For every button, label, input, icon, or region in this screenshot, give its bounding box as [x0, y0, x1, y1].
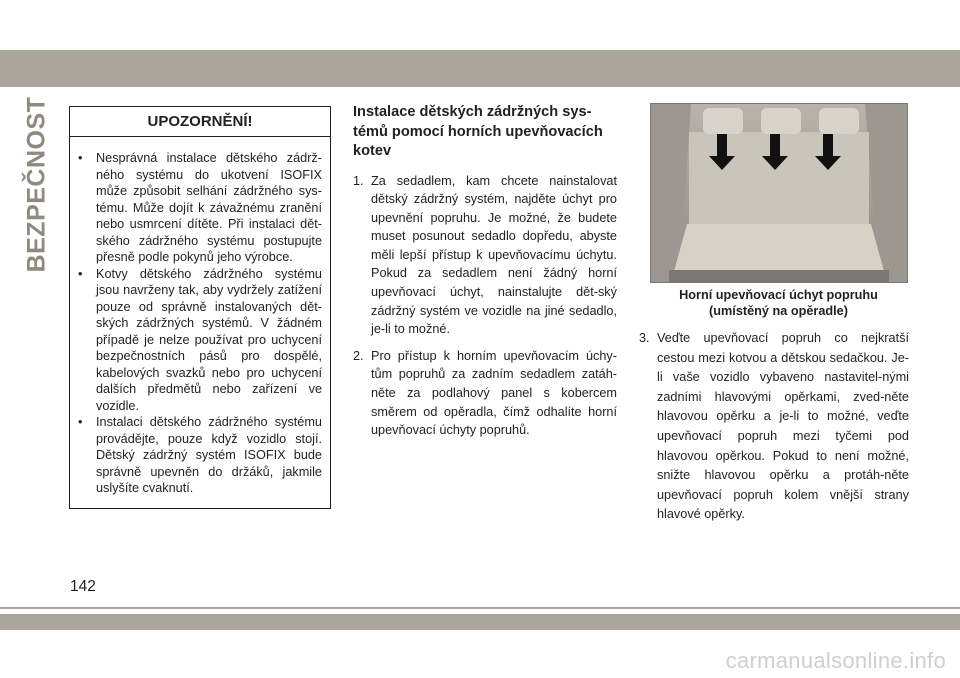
step-text: Pro přístup k horním upevňovacím úchy-tům popruhů za zadním sedadlem zatáh-něte za podlahový panel s kobercem směrem od opěradla, čímž odhalíte horní upevňovací úchyty popruhů.: [371, 348, 617, 438]
step-number: 2.: [353, 348, 364, 363]
warning-item: • Kotvy dětského zádržného systému jsou navrženy tak, aby vydržely zatížení pouze od správně instalovaných dět-ských zádržných systémů. V žádném případě je nelze používat pro uchycení bezpečnostních pásů pro dospělé, kabelových svazků nebo pro uchycení dalších předmětů nebo zařízení ve vozidle.: [78, 266, 322, 415]
step-number: 3.: [639, 331, 650, 345]
figure-caption: [639, 287, 909, 319]
headrest: [819, 108, 859, 134]
section-side-tab: [22, 96, 52, 272]
figure-caption-line: (umístěný na opěradle): [709, 304, 848, 318]
warning-item: • Nesprávná instalace dětského zádrž-ného systému do ukotvení ISOFIX může způsobit selhání zádržného sys-tému. Může dojít k závažnému zranění nebo usmrcení dítěte. Při instalaci dět-ského zádržného systému postupujte přesně podle pokynů jeho výrobce.: [78, 150, 322, 266]
side-tab-label: BEZPEČNOST: [22, 96, 51, 272]
figure-caption-line: Horní upevňovací úchyt popruhu: [679, 288, 878, 302]
bumper: [669, 270, 889, 282]
warning-list: [70, 137, 330, 497]
steps-list: [353, 172, 617, 440]
middle-column: [353, 103, 617, 448]
step-item: [639, 329, 909, 525]
section-title: Instalace dětských zádržných sys-témů pomocí horních upevňovacích kotev: [353, 104, 603, 159]
warning-title: UPOZORNĚNÍ!: [70, 107, 330, 137]
step-text: Za sedadlem, kam chcete nainstalovat dětský zádržný systém, najděte úchyt pro upevnění popruhu. Je možné, že budete muset posunout sedadlo dopředu, abyste měli lepší přístup k upevňovacímu úchytu. Pokud za sedadlem není žádný horní upevňovací úchyt, nainstalujte dět-ský zádržný systém ve vozidle na jiné sedadlo, je-li to možné.: [371, 173, 617, 337]
step-item: [353, 347, 617, 440]
page-number: 142: [70, 578, 96, 595]
header-band: [0, 50, 960, 87]
steps-list: [639, 329, 909, 525]
footer-band: [0, 614, 960, 630]
watermark: carmanualsonline.info: [725, 648, 946, 673]
step-text: Veďte upevňovací popruh co nejkratší cestou mezi kotvou a dětskou sedačkou. Je-li vaše vozidlo vybaveno nastavitel-nými zadními hlavovými opěrkami, zved-něte hlavovou opěrku a je-li to možné, veďte upevňovací popruh mezi tyčemi pod hlavovou opěrkou. Pokud to není možné, snižte hlavovou opěrku a protáh-něte upevňovací popruh kolem vnější strany hlavové opěrky.: [657, 331, 909, 522]
headrest: [703, 108, 743, 134]
step-number: 1.: [353, 173, 364, 188]
headrest: [761, 108, 801, 134]
right-column: [639, 103, 909, 533]
step-item: [353, 172, 617, 339]
warning-item: • Instalaci dětského zádržného systému provádějte, pouze když vozidlo stojí. Dětský zádržný systém ISOFIX bude správně upevněn do držáků, jakmile uslyšíte cvaknutí.: [78, 414, 322, 497]
cargo-area-photo: [650, 103, 908, 283]
footer-rule: [0, 607, 960, 609]
warning-box: [69, 106, 331, 509]
